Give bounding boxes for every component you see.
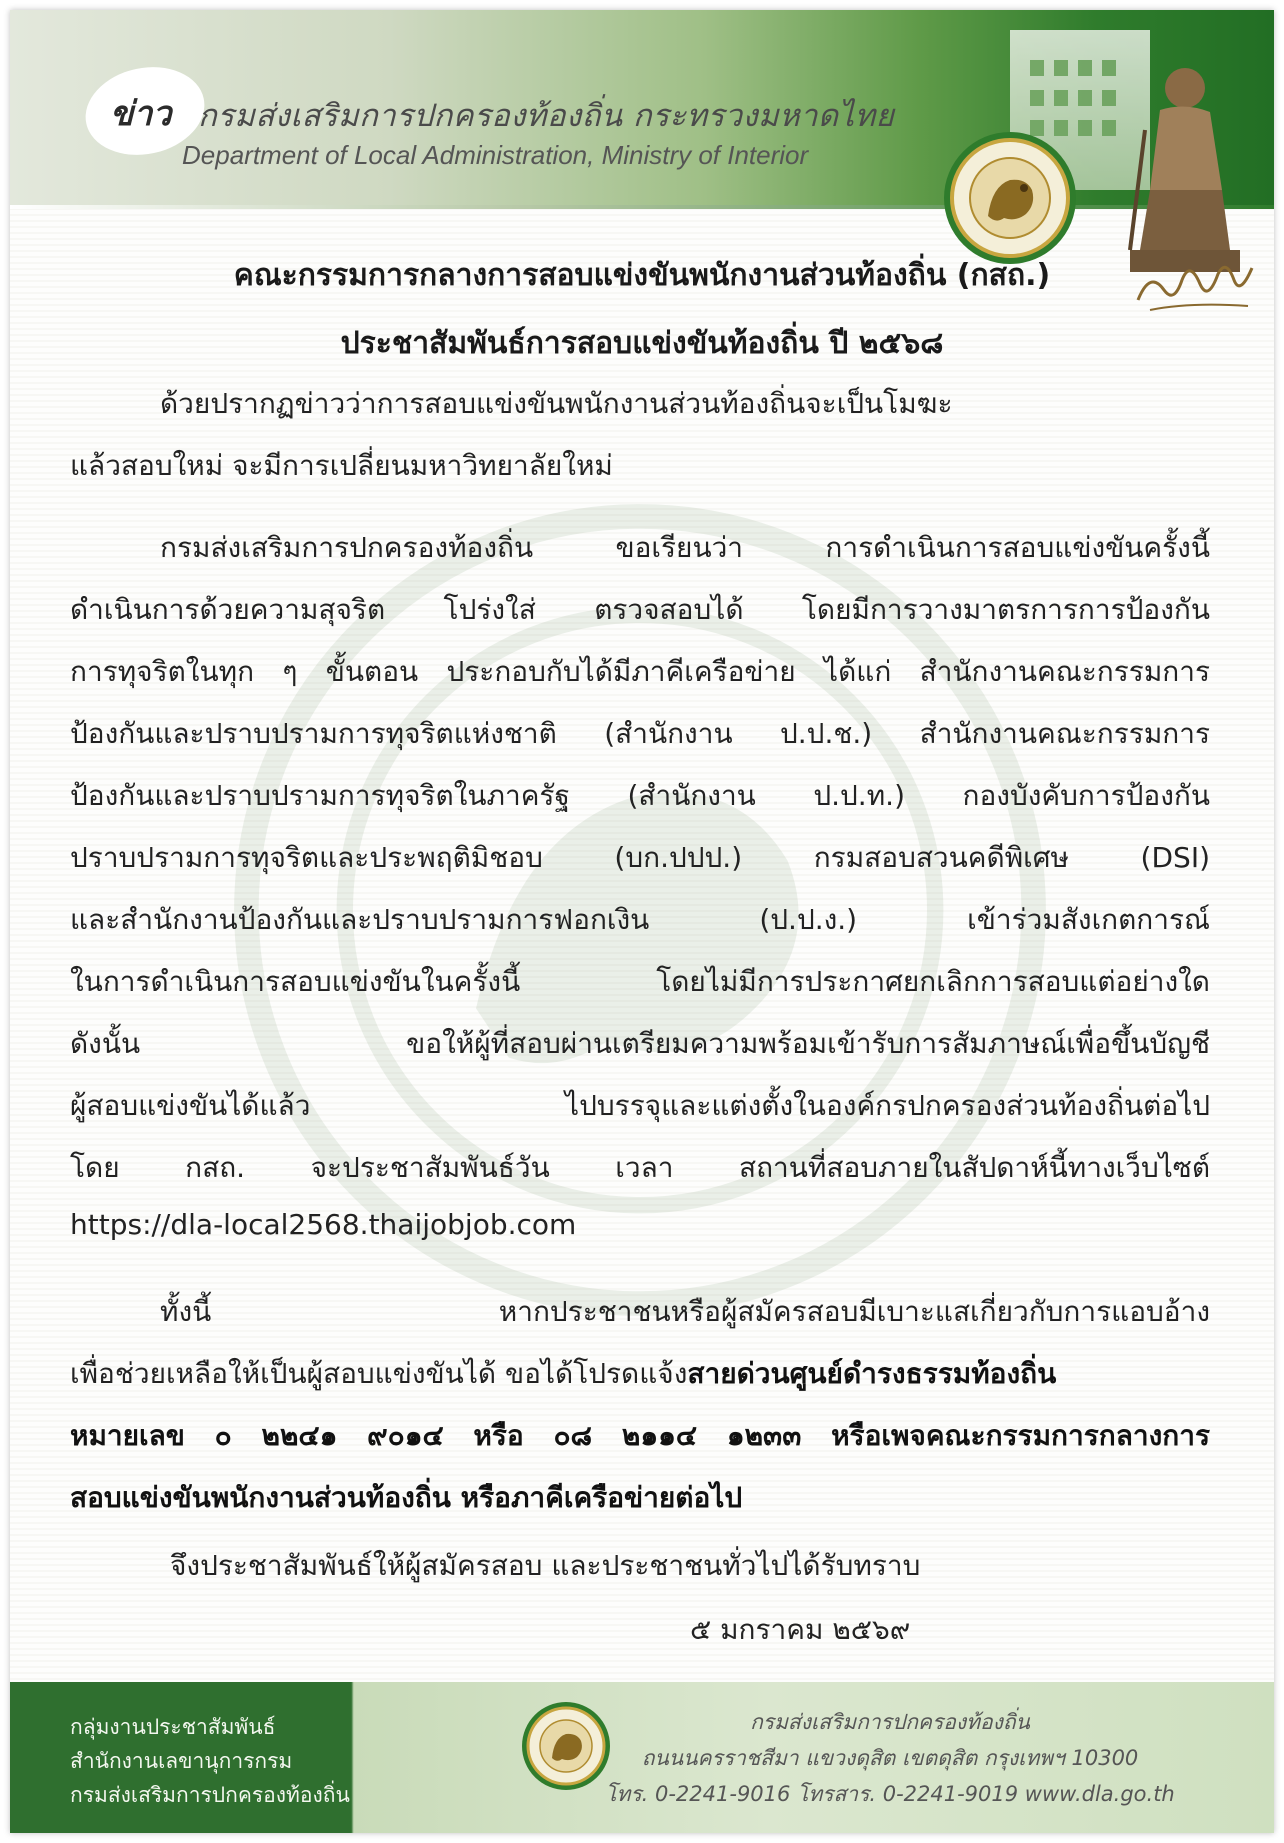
- closing-statement: จึงประชาสัมพันธ์ให้ผู้สมัครสอบ และประชาชนทั่วไปได้รับทราบ: [170, 1549, 921, 1582]
- footer-office-line-3: กรมส่งเสริมการปกครองท้องถิ่น: [70, 1783, 350, 1807]
- paragraph-2-line-4: ป้องกันและปราบปรามการทุจริตแห่งชาติ (สำนักงาน ป.ป.ช.) สำนักงานคณะกรรมการ: [70, 717, 1210, 750]
- footer-contact-block: [540, 1704, 1240, 1812]
- paragraph-1-line-1: ด้วยปรากฏข่าวว่าการสอบแข่งขันพนักงานส่วนท้องถิ่นจะเป็นโมฆะ: [160, 387, 953, 420]
- page-subtitle: ประชาสัมพันธ์การสอบแข่งขันท้องถิ่น ปี ๒๕๖๘: [340, 326, 944, 361]
- paragraph-2-line-3: การทุจริตในทุก ๆ ขั้นตอน ประกอบกับได้มีภาคีเครือข่าย ได้แก่ สำนักงานคณะกรรมการ: [70, 655, 1210, 688]
- footer-office-line-2: สำนักงานเลขานุการกรม: [70, 1749, 293, 1773]
- header-divider: [10, 205, 1274, 209]
- footer-office-line-1: กลุ่มงานประชาสัมพันธ์: [70, 1715, 276, 1739]
- paragraph-2-line-5: ป้องกันและปราบปรามการทุจริตในภาครัฐ (สำนักงาน ป.ป.ท.) กองบังคับการป้องกัน: [70, 779, 1210, 812]
- paragraph-3-line-2: [70, 1352, 1210, 1396]
- paragraph-2-line-8: ในการดำเนินการสอบแข่งขันในครั้งนี้ โดยไม่มีการประกาศยกเลิกการสอบแต่อย่างใด: [70, 965, 1210, 998]
- paragraph-2-line-1: กรมส่งเสริมการปกครองท้องถิ่น ขอเรียนว่า การดำเนินการสอบแข่งขันครั้งนี้: [160, 531, 1210, 564]
- website-url[interactable]: https://dla-local2568.thaijobjob.com: [70, 1208, 577, 1241]
- footer-address: ถนนนครราชสีมา แขวงดุสิต เขตดุสิต กรุงเทพฯ 10300: [641, 1746, 1139, 1770]
- paragraph-2-line-11: โดย กสถ. จะประชาสัมพันธ์วัน เวลา สถานที่สอบภายในสัปดาห์นี้ทางเว็บไซต์: [70, 1151, 1210, 1184]
- footer-phone-web: โทร. 0-2241-9016 โทรสาร. 0-2241-9019 www.dla.go.th: [605, 1782, 1175, 1806]
- hotline-name: สายด่วนศูนย์ดำรงธรรมท้องถิ่น: [687, 1357, 1057, 1390]
- page-title: คณะกรรมการกลางการสอบแข่งขันพนักงานส่วนท้องถิ่น (กสถ.): [233, 258, 1051, 293]
- footer-org-name: กรมส่งเสริมการปกครองท้องถิ่น: [750, 1710, 1030, 1734]
- footer-office-block: [70, 1710, 350, 1812]
- footer-seal-icon: [520, 1700, 612, 1792]
- paragraph-1-line-2: แล้วสอบใหม่ จะมีการเปลี่ยนมหาวิทยาลัยใหม่: [70, 449, 613, 482]
- paragraph-3-line-1: ทั้งนี้ หากประชาชนหรือผู้สมัครสอบมีเบาะแสเกี่ยวกับการแอบอ้าง: [160, 1295, 1210, 1328]
- footer-banner: [10, 1682, 1274, 1833]
- press-release-page: [10, 10, 1274, 1833]
- news-label: ข่าว: [110, 94, 172, 134]
- paragraph-2-line-2: ดำเนินการด้วยความสุจริต โปร่งใส่ ตรวจสอบได้ โดยมีการวางมาตรการการป้องกัน: [70, 593, 1210, 626]
- org-name-english: Department of Local Administration, Ministry of Interior: [182, 140, 809, 170]
- announcement-date: ๕ มกราคม ๒๕๖๙: [690, 1613, 911, 1646]
- paragraph-2-line-7: และสำนักงานป้องกันและปราบปรามการฟอกเงิน (ป.ป.ง.) เข้าร่วมสังเกตการณ์: [70, 903, 1210, 936]
- paragraph-3-line-4: สอบแข่งขันพนักงานส่วนท้องถิ่น หรือภาคีเครือข่ายต่อไป: [70, 1481, 743, 1514]
- paragraph-2-line-9: ดังนั้น ขอให้ผู้ที่สอบผ่านเตรียมความพร้อมเข้ารับการสัมภาษณ์เพื่อขึ้นบัญชี: [70, 1027, 1210, 1060]
- department-seal-icon: [940, 128, 1080, 268]
- paragraph-2-line-10: ผู้สอบแข่งขันได้แล้ว ไปบรรจุและแต่งตั้งในองค์กรปกครองส่วนท้องถิ่นต่อไป: [70, 1089, 1210, 1122]
- paragraph-3-line-2-text: เพื่อช่วยเหลือให้เป็นผู้สอบแข่งขันได้ ขอได้โปรดแจ้ง: [70, 1357, 688, 1390]
- paragraph-2-line-6: ปราบปรามการทุจริตและประพฤติมิชอบ (บก.ปปป.) กรมสอบสวนคดีพิเศษ (DSI): [70, 841, 1210, 874]
- hotline-numbers: หมายเลข ๐ ๒๒๔๑ ๙๐๑๔ หรือ ๐๘ ๒๑๑๔ ๑๒๓๓ หรือเพจคณะกรรมการกลางการ: [70, 1419, 1210, 1452]
- header-banner: [10, 10, 1274, 205]
- org-name-thai: กรมส่งเสริมการปกครองท้องถิ่น กระทรวงมหาดไทย: [198, 98, 895, 134]
